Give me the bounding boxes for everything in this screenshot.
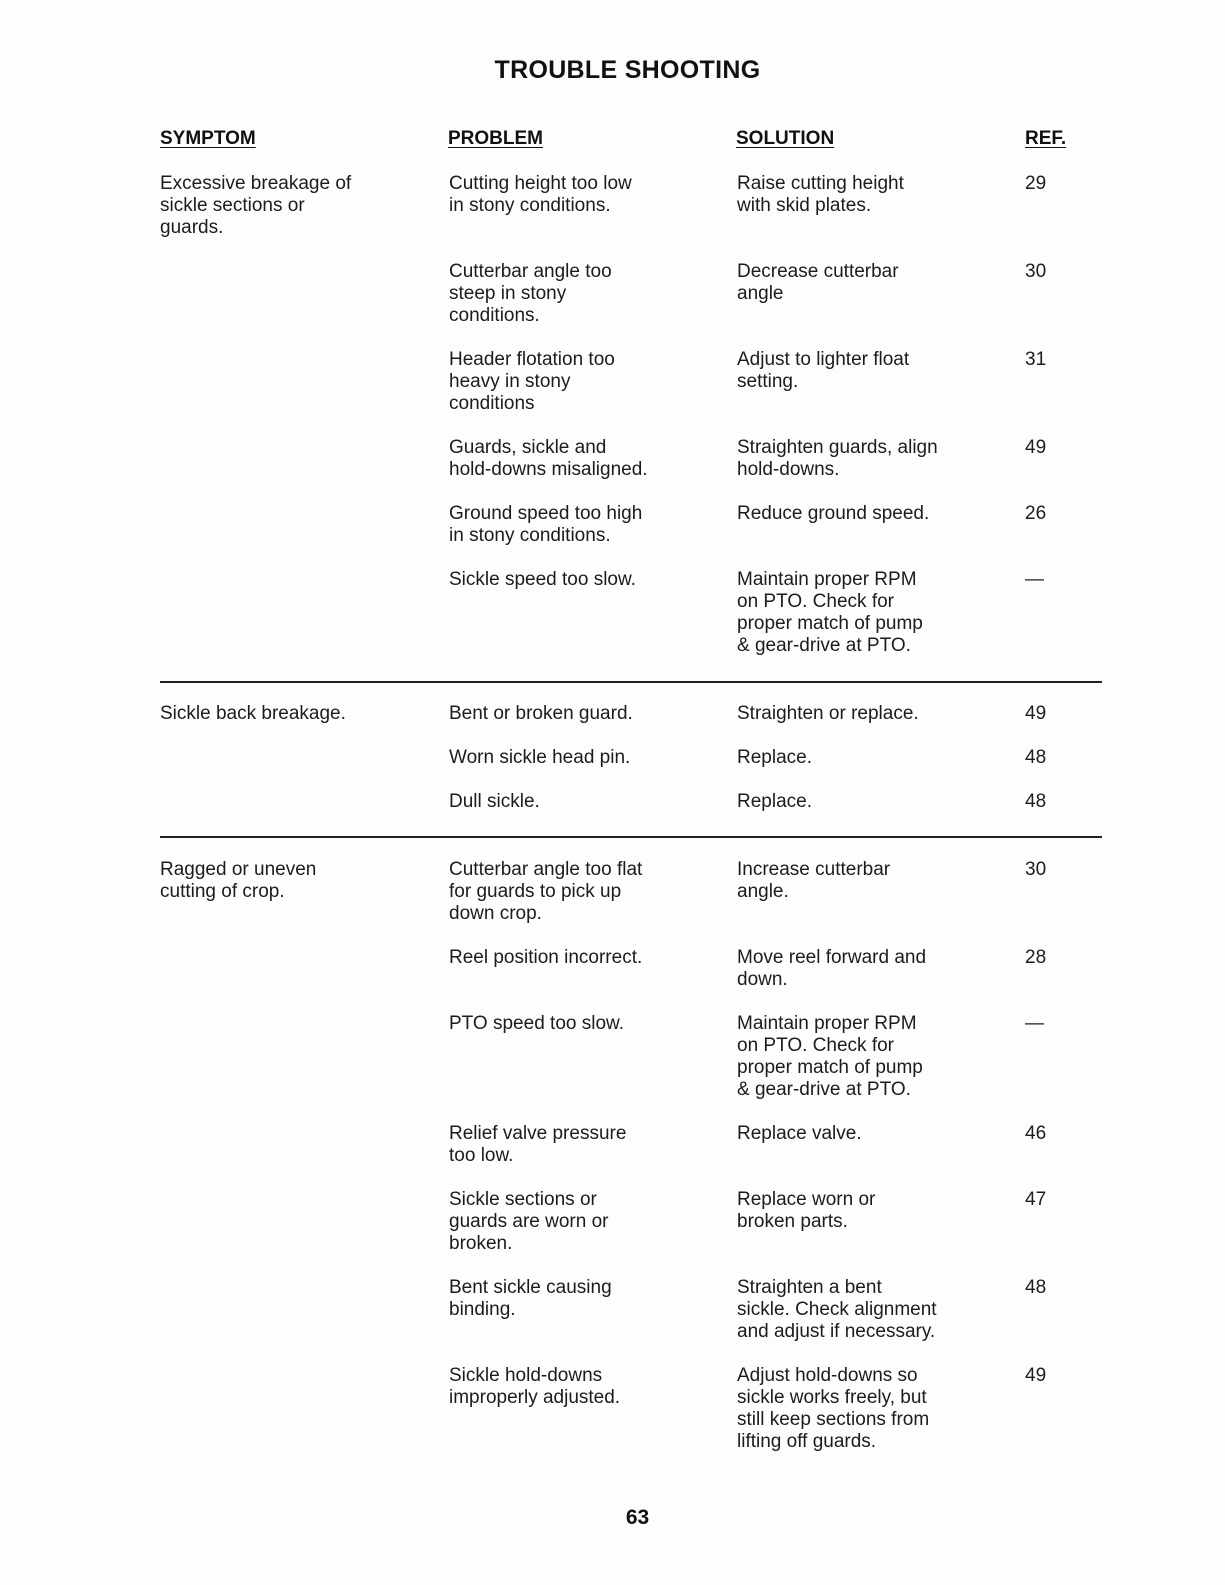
page-title: TROUBLE SHOOTING xyxy=(494,56,761,84)
solution-cell: Adjust to lighter float setting. xyxy=(737,349,910,392)
problem-cell: Cutterbar angle too steep in stony conditions. xyxy=(449,261,612,326)
ref-cell: 28 xyxy=(1025,947,1047,968)
ref-cell: 30 xyxy=(1025,261,1047,282)
ref-cell: 48 xyxy=(1025,791,1047,812)
ref-cell: 31 xyxy=(1025,349,1047,370)
page-number: 63 xyxy=(625,1506,650,1529)
solution-cell: Replace. xyxy=(737,791,812,812)
header-ref: REF. xyxy=(1025,128,1067,149)
problem-cell: Bent sickle causing binding. xyxy=(449,1277,612,1320)
solution-cell: Maintain proper RPM on PTO. Check for proper match of pump & gear-drive at PTO. xyxy=(737,569,923,656)
problem-cell: Sickle speed too slow. xyxy=(449,569,636,590)
solution-cell: Replace worn or broken parts. xyxy=(737,1189,876,1232)
problem-cell: Sickle hold-downs improperly adjusted. xyxy=(449,1365,621,1408)
symptom-sickle-back-breakage: Sickle back breakage. xyxy=(160,703,346,724)
symptom-excessive-breakage: Excessive breakage of sickle sections or guards. xyxy=(160,173,352,238)
ref-cell: — xyxy=(1025,1013,1044,1034)
problem-cell: Sickle sections or guards are worn or broken. xyxy=(449,1189,609,1254)
ref-cell: 47 xyxy=(1025,1189,1047,1210)
ref-cell: 49 xyxy=(1025,703,1047,724)
solution-cell: Replace valve. xyxy=(737,1123,862,1144)
solution-cell: Straighten or replace. xyxy=(737,703,919,724)
problem-cell: Dull sickle. xyxy=(449,791,540,812)
problem-cell: Cutterbar angle too flat for guards to pick up down crop. xyxy=(449,859,643,924)
section-divider xyxy=(160,681,1102,683)
ref-cell: — xyxy=(1025,569,1044,590)
problem-cell: Worn sickle head pin. xyxy=(449,747,631,768)
solution-cell: Reduce ground speed. xyxy=(737,503,930,524)
solution-cell: Increase cutterbar angle. xyxy=(737,859,891,902)
problem-cell: Reel position incorrect. xyxy=(449,947,643,968)
solution-cell: Decrease cutterbar angle xyxy=(737,261,899,304)
problem-cell: Guards, sickle and hold-downs misaligned. xyxy=(449,437,648,480)
ref-cell: 48 xyxy=(1025,747,1047,768)
solution-cell: Straighten a bent sickle. Check alignment and adjust if necessary. xyxy=(737,1277,937,1342)
ref-cell: 29 xyxy=(1025,173,1047,194)
solution-cell: Straighten guards, align hold-downs. xyxy=(737,437,938,480)
problem-cell: Header flotation too heavy in stony conditions xyxy=(449,349,615,414)
symptom-ragged-cutting: Ragged or uneven cutting of crop. xyxy=(160,859,317,902)
section-divider xyxy=(160,836,1102,838)
problem-cell: PTO speed too slow. xyxy=(449,1013,624,1034)
ref-cell: 49 xyxy=(1025,437,1047,458)
header-problem: PROBLEM xyxy=(448,128,543,149)
ref-cell: 26 xyxy=(1025,503,1047,524)
ref-cell: 46 xyxy=(1025,1123,1047,1144)
solution-cell: Adjust hold-downs so sickle works freely, but still keep sections from lifting off guards. xyxy=(737,1365,930,1452)
header-symptom: SYMPTOM xyxy=(160,128,256,149)
ref-cell: 49 xyxy=(1025,1365,1047,1386)
solution-cell: Replace. xyxy=(737,747,812,768)
ref-cell: 30 xyxy=(1025,859,1047,880)
problem-cell: Cutting height too low in stony conditions. xyxy=(449,173,632,216)
problem-cell: Relief valve pressure too low. xyxy=(449,1123,627,1166)
problem-cell: Bent or broken guard. xyxy=(449,703,633,724)
solution-cell: Maintain proper RPM on PTO. Check for proper match of pump & gear-drive at PTO. xyxy=(737,1013,923,1100)
solution-cell: Raise cutting height with skid plates. xyxy=(737,173,904,216)
solution-cell: Move reel forward and down. xyxy=(737,947,927,990)
header-solution: SOLUTION xyxy=(736,128,835,149)
ref-cell: 48 xyxy=(1025,1277,1047,1298)
problem-cell: Ground speed too high in stony conditions. xyxy=(449,503,643,546)
